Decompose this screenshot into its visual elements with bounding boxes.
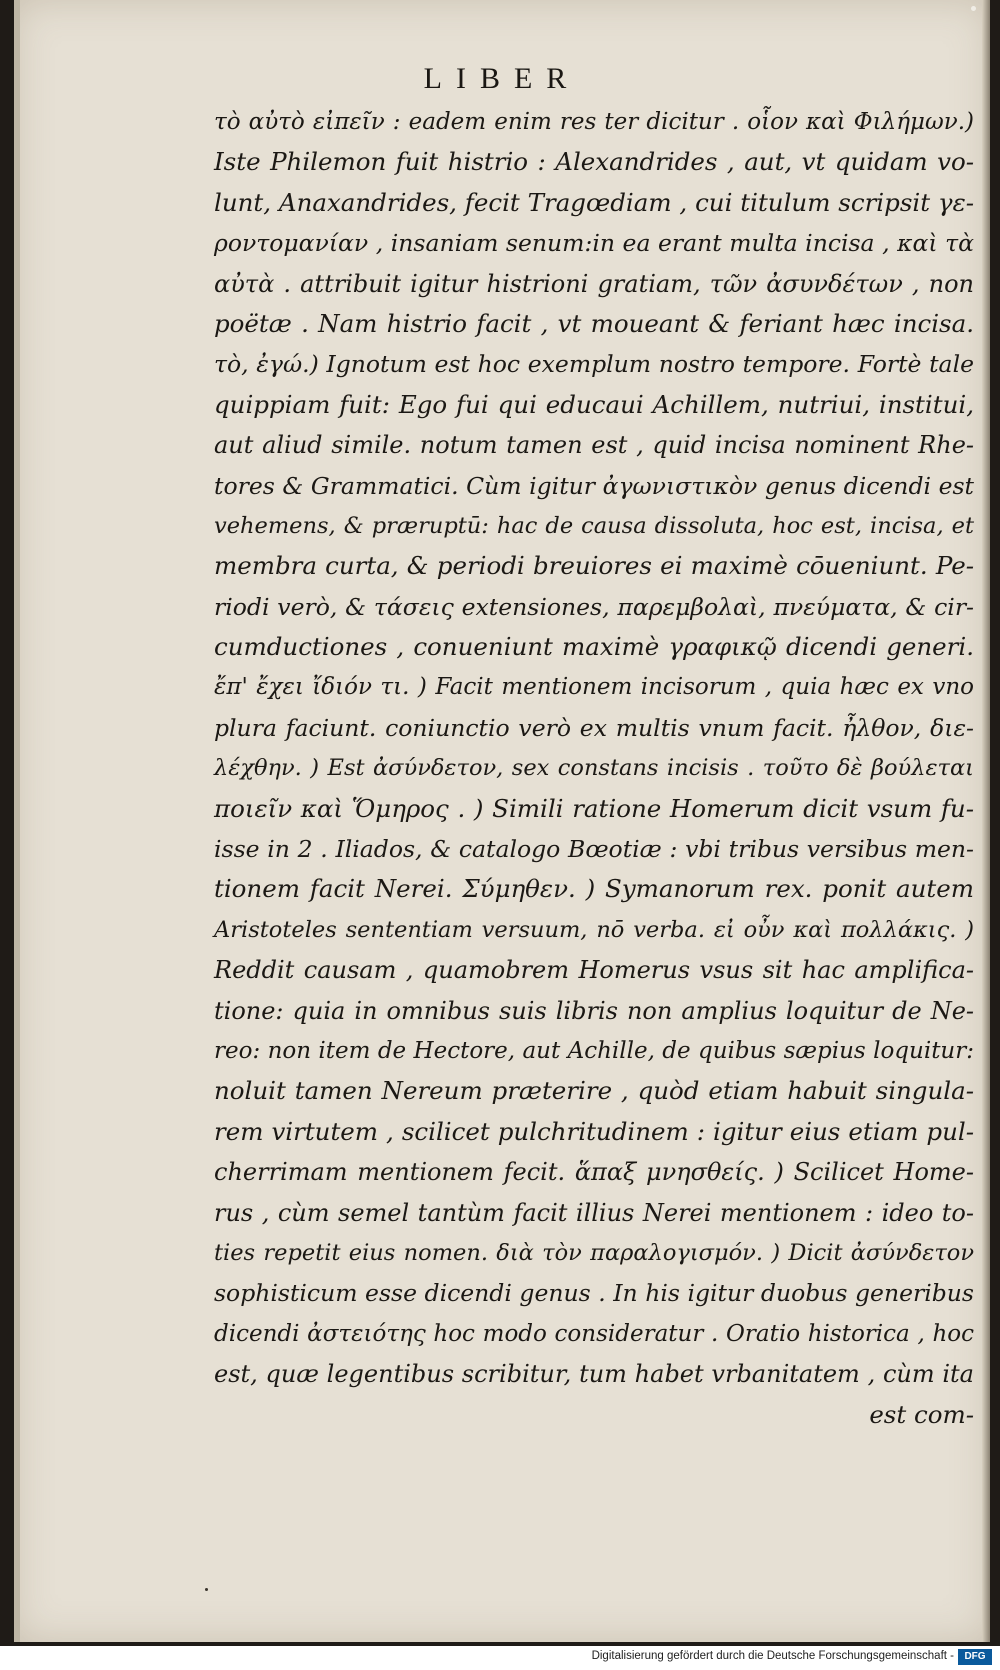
text-line: ties repetit eius nomen. διὰ τὸν παραλογισμόν. ) Dicit ἀσύνδετον — [214, 1239, 974, 1266]
book-page — [14, 0, 990, 1642]
dfg-logo-icon: DFG — [958, 1649, 992, 1665]
text-line: isse in 2 . Iliados, & catalogo Bœotiæ : vbi tribus versibus men- — [214, 835, 974, 864]
text-line: rus , cùm semel tantùm facit illius Nerei mentionem : ideo to- — [214, 1198, 974, 1227]
text-line: αὐτὰ . attribuit igitur histrioni gratiam, τῶν ἀσυνδέτων , non — [214, 269, 974, 298]
text-line: tores & Grammatici. Cùm igitur ἀγωνιστικὸν genus dicendi est — [214, 471, 974, 500]
text-line: cherrimam mentionem fecit. ἅπαξ μνησθείς. ) Scilicet Home- — [214, 1158, 974, 1187]
text-line: reo: non item de Hectore, aut Achille, de quibus sæpius loquitur: — [214, 1037, 974, 1064]
text-line: λέχθην. ) Est ἀσύνδετον, sex constans incisis . τοῦτο δὲ βούλεται — [214, 755, 974, 782]
text-line: τὸ αὐτὸ εἰπεῖν : eadem enim res ter dicitur . οἷον καὶ Φιλήμων.) — [214, 109, 974, 135]
text-line: ροντομανίαν , insaniam senum:in ea erant multa incisa , καὶ τὰ — [214, 229, 974, 258]
text-line: ποιεῖν καὶ Ὅμηρος . ) Simili ratione Homerum dicit vsum fu- — [214, 793, 974, 823]
text-line: sophisticum esse dicendi genus . In his igitur duobus generibus — [214, 1279, 974, 1308]
body-text — [214, 102, 974, 1435]
text-line: Iste Philemon fuit histrio : Alexandrides , aut, vt quidam vo- — [214, 147, 974, 177]
text-line: cumductiones , conueniunt maximè γραφικῷ dicendi generi. — [214, 632, 974, 662]
text-line: tione: quia in omnibus suis libris non amplius loquitur de Ne- — [214, 996, 974, 1025]
text-line: membra curta, & periodi breuiores ei maximè cōueniunt. Pe- — [214, 551, 974, 581]
text-line: riodi verò, & τάσεις extensiones, παρεμβολαὶ, πνεύματα, & cir- — [214, 592, 974, 621]
page-corner-mark — [971, 6, 976, 11]
text-line: noluit tamen Nereum præterire , quòd etiam habuit singula- — [214, 1076, 974, 1106]
text-line: Aristoteles sententiam versuum, nō verba. εἰ οὖν καὶ πολλάκις. ) — [214, 916, 974, 943]
text-line: est com- — [869, 1399, 974, 1429]
text-line: est, quæ legentibus scribitur, tum habet vrbanitatem , cùm ita — [214, 1360, 974, 1389]
text-line: lunt, Anaxandrides, fecit Tragœdiam , cui titulum scripsit γε- — [214, 187, 974, 217]
text-line: Reddit causam , quamobrem Homerus vsus sit hac amplifica- — [214, 956, 974, 985]
text-line: τὸ, ἐγώ.) Ignotum est hoc exemplum nostro tempore. Fortè tale — [214, 350, 974, 379]
text-line: dicendi ἀστειότης hoc modo consideratur . Oratio historica , hoc — [214, 1320, 974, 1347]
digitization-footer — [0, 1646, 1000, 1670]
text-line: ἔπ' ἔχει ἴδιόν τι. ) Facit mentionem incisorum , quia hæc ex vno — [214, 674, 974, 701]
text-line: aut aliud simile. notum tamen est , quid incisa nominent Rhe- — [214, 431, 974, 460]
ink-speck — [205, 1588, 208, 1591]
text-line: vehemens, & præruptū: hac de causa dissoluta, hoc est, incisa, et — [214, 512, 974, 539]
text-line: quippiam fuit: Ego fui qui educaui Achillem, nutriui, institui, — [214, 389, 974, 419]
text-line: poëtæ . Nam histrio facit , vt moueant & feriant hæc incisa. — [214, 308, 974, 338]
footer-credit: Digitalisierung gefördert durch die Deutsche Forschungsgemeinschaft - — [591, 1650, 954, 1662]
text-line: tionem facit Nerei. Σύμηθεν. ) Symanorum rex. ponit autem — [214, 874, 974, 904]
running-head: LIBER — [423, 62, 581, 95]
text-line: rem virtutem , scilicet pulchritudinem : igitur eius etiam pul- — [214, 1116, 974, 1146]
text-line: plura faciunt. coniunctio verò ex multis vnum facit. ἦλθον, διε- — [214, 713, 974, 742]
